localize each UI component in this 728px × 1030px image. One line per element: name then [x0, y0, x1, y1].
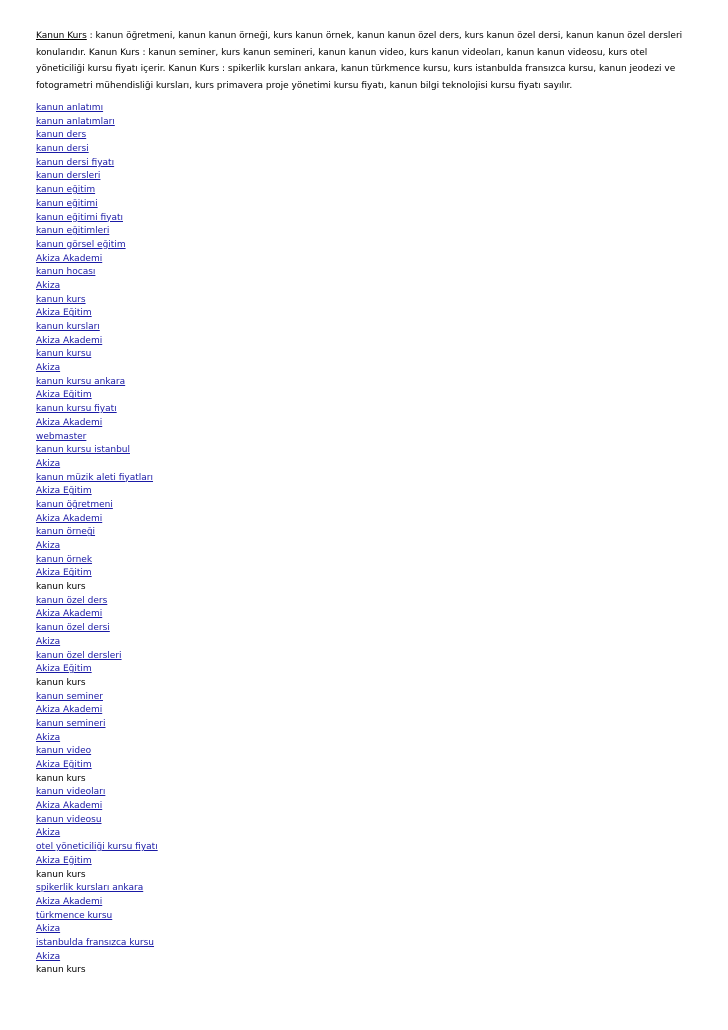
list-item — [36, 307, 692, 321]
list-item — [36, 691, 692, 705]
list-item — [36, 827, 692, 841]
keyword-link[interactable]: Akiza — [36, 280, 61, 291]
keyword-link[interactable]: kanun video — [36, 746, 92, 757]
keyword-link[interactable]: Akiza Eğitim — [36, 760, 92, 770]
keyword-link[interactable]: kanun hocası — [36, 267, 96, 278]
list-item — [36, 225, 692, 239]
keyword-link[interactable]: kanun özel dersi — [36, 623, 110, 634]
list-item — [36, 348, 692, 362]
list-item — [36, 472, 692, 486]
keyword-text: kanun kurs — [36, 965, 86, 976]
keyword-link[interactable]: webmaster — [36, 431, 87, 442]
keyword-link[interactable]: kanun örneği — [36, 527, 96, 538]
keyword-link[interactable]: kanun özel dersleri — [36, 650, 122, 661]
list-item — [36, 431, 692, 445]
keyword-link[interactable]: Akiza Eğitim — [36, 568, 92, 579]
keyword-link[interactable]: Akiza Eğitim — [36, 486, 92, 497]
keyword-link[interactable]: kanun eğitimi fiyatı — [36, 212, 123, 223]
list-item — [36, 910, 692, 924]
intro-paragraph — [36, 28, 692, 94]
list-item — [36, 157, 692, 171]
list-item — [36, 937, 692, 951]
keyword-link[interactable]: Akiza Akademi — [36, 513, 103, 524]
keyword-link[interactable]: kanun müzik aleti fiyatları — [36, 472, 154, 483]
list-item — [36, 567, 692, 581]
keyword-link[interactable]: kanun öğretmeni — [36, 499, 113, 510]
list-item — [36, 102, 692, 116]
keyword-link[interactable]: Akiza Akademi — [36, 335, 103, 346]
list-item — [36, 951, 692, 965]
list-item — [36, 526, 692, 540]
keyword-link[interactable]: spikerlik kursları ankara — [36, 883, 144, 894]
keyword-link[interactable]: kanun dersi — [36, 144, 89, 155]
keyword-link[interactable]: Akiza Eğitim — [36, 664, 92, 675]
keyword-link[interactable]: kanun eğitimi — [36, 198, 98, 209]
list-item — [36, 458, 692, 472]
list-item — [36, 732, 692, 746]
keyword-link[interactable]: kanun kursu fiyatı — [36, 404, 117, 415]
keyword-link[interactable]: Akiza Eğitim — [36, 855, 92, 866]
keyword-link[interactable]: Akiza — [36, 636, 61, 647]
keyword-link[interactable]: otel yöneticiliği kursu fiyatı — [36, 842, 158, 853]
keyword-link[interactable]: Akiza Eğitim — [36, 308, 92, 319]
list-item — [36, 677, 692, 691]
keyword-text: kanun kurs — [36, 582, 86, 593]
list-item — [36, 581, 692, 595]
list-item — [36, 718, 692, 732]
keyword-link[interactable]: kanun dersi fiyatı — [36, 157, 115, 168]
keyword-text: kanun kurs — [36, 677, 86, 688]
keyword-link[interactable]: kanun anlatımları — [36, 116, 115, 127]
list-item — [36, 855, 692, 869]
keyword-link[interactable]: kanun eğitim — [36, 185, 96, 196]
keyword-link[interactable]: Akiza Akademi — [36, 705, 103, 716]
list-item — [36, 266, 692, 280]
list-item — [36, 773, 692, 787]
list-item — [36, 786, 692, 800]
list-item — [36, 554, 692, 568]
list-item — [36, 294, 692, 308]
list-item — [36, 540, 692, 554]
list-item — [36, 129, 692, 143]
keyword-link[interactable]: Akiza — [36, 951, 61, 962]
keyword-link-list — [36, 102, 692, 978]
keyword-link[interactable]: kanun kursları — [36, 322, 100, 332]
list-item — [36, 814, 692, 828]
list-item — [36, 650, 692, 664]
keyword-link[interactable]: kanun kursu — [36, 349, 92, 360]
list-item — [36, 212, 692, 226]
list-item — [36, 595, 692, 609]
list-item — [36, 170, 692, 184]
keyword-link[interactable]: kanun kursu istanbul — [36, 445, 130, 456]
keyword-link[interactable]: kanun örnek — [36, 554, 93, 565]
list-item — [36, 513, 692, 527]
list-item — [36, 376, 692, 390]
list-item — [36, 608, 692, 622]
keyword-link[interactable]: Akiza — [36, 458, 61, 469]
list-item — [36, 896, 692, 910]
keyword-link[interactable]: Akiza Akademi — [36, 801, 103, 812]
list-item — [36, 403, 692, 417]
list-item — [36, 800, 692, 814]
list-item — [36, 485, 692, 499]
list-item — [36, 335, 692, 349]
list-item — [36, 499, 692, 513]
keyword-link[interactable]: Akiza Akademi — [36, 609, 103, 620]
keyword-link[interactable]: kanun semineri — [36, 718, 106, 729]
list-item — [36, 362, 692, 376]
list-item — [36, 184, 692, 198]
keyword-link[interactable]: Akiza — [36, 541, 61, 551]
intro-title-link[interactable]: Kanun Kurs — [36, 31, 87, 41]
list-item — [36, 321, 692, 335]
keyword-link[interactable]: kanun kurs — [36, 294, 86, 305]
keyword-link[interactable]: Akiza — [36, 363, 61, 374]
keyword-link[interactable]: kanun dersleri — [36, 171, 101, 182]
list-item — [36, 923, 692, 937]
keyword-link[interactable]: Akiza Akademi — [36, 417, 103, 428]
list-item — [36, 116, 692, 130]
list-item — [36, 745, 692, 759]
list-item — [36, 964, 692, 978]
intro-text: : kanun öğretmeni, kanun kanun örneği, kurs kanun örnek, kanun kanun özel ders, kurs kanun özel dersi, kanun kanun özel dersleri konularıdır. Kanun Kurs : kanun seminer, kurs kanun semineri, kanun kanun video, kurs kanun videoları, kanun kanun videosu, kurs otel yöneticiliği kursu fiyatı içerir. Kanun Kurs : spikerlik kursları ankara, kanun türkmence kursu, kurs istanbulda fransızca kursu, kanun jeodezi ve fotogrametri mühendisliği kursları, kurs primavera proje yönetimi kursu fiyatı, kanun bilgi teknolojisi kursu fiyatı sayılır. — [36, 31, 683, 91]
keyword-link[interactable]: kanun kursu ankara — [36, 376, 126, 387]
list-item — [36, 759, 692, 773]
keyword-link[interactable]: kanun videoları — [36, 787, 106, 798]
list-item — [36, 239, 692, 253]
keyword-link[interactable]: kanun ders — [36, 130, 87, 141]
list-item — [36, 663, 692, 677]
list-item — [36, 704, 692, 718]
keyword-link[interactable]: kanun özel ders — [36, 595, 108, 606]
keyword-link[interactable]: Akiza — [36, 924, 61, 935]
list-item — [36, 198, 692, 212]
keyword-link[interactable]: istanbulda fransızca kursu — [36, 937, 155, 948]
keyword-link[interactable]: kanun anlatımı — [36, 103, 104, 113]
list-item — [36, 622, 692, 636]
list-item — [36, 417, 692, 431]
list-item — [36, 636, 692, 650]
keyword-link[interactable]: türkmence kursu — [36, 910, 113, 921]
list-item — [36, 869, 692, 883]
keyword-link[interactable]: kanun eğitimleri — [36, 226, 110, 237]
keyword-link[interactable]: Akiza — [36, 828, 61, 839]
list-item — [36, 841, 692, 855]
keyword-link[interactable]: kanun görsel eğitim — [36, 239, 126, 250]
list-item — [36, 280, 692, 294]
keyword-link[interactable]: kanun videosu — [36, 814, 102, 825]
keyword-link[interactable]: kanun seminer — [36, 691, 103, 702]
keyword-text: kanun kurs — [36, 773, 86, 784]
keyword-link[interactable]: Akiza Eğitim — [36, 390, 92, 401]
list-item — [36, 253, 692, 267]
list-item — [36, 389, 692, 403]
keyword-link[interactable]: Akiza Akademi — [36, 253, 103, 264]
keyword-text: kanun kurs — [36, 869, 86, 880]
list-item — [36, 143, 692, 157]
keyword-link[interactable]: Akiza — [36, 732, 61, 743]
list-item — [36, 444, 692, 458]
keyword-link[interactable]: Akiza Akademi — [36, 896, 103, 907]
list-item — [36, 882, 692, 896]
